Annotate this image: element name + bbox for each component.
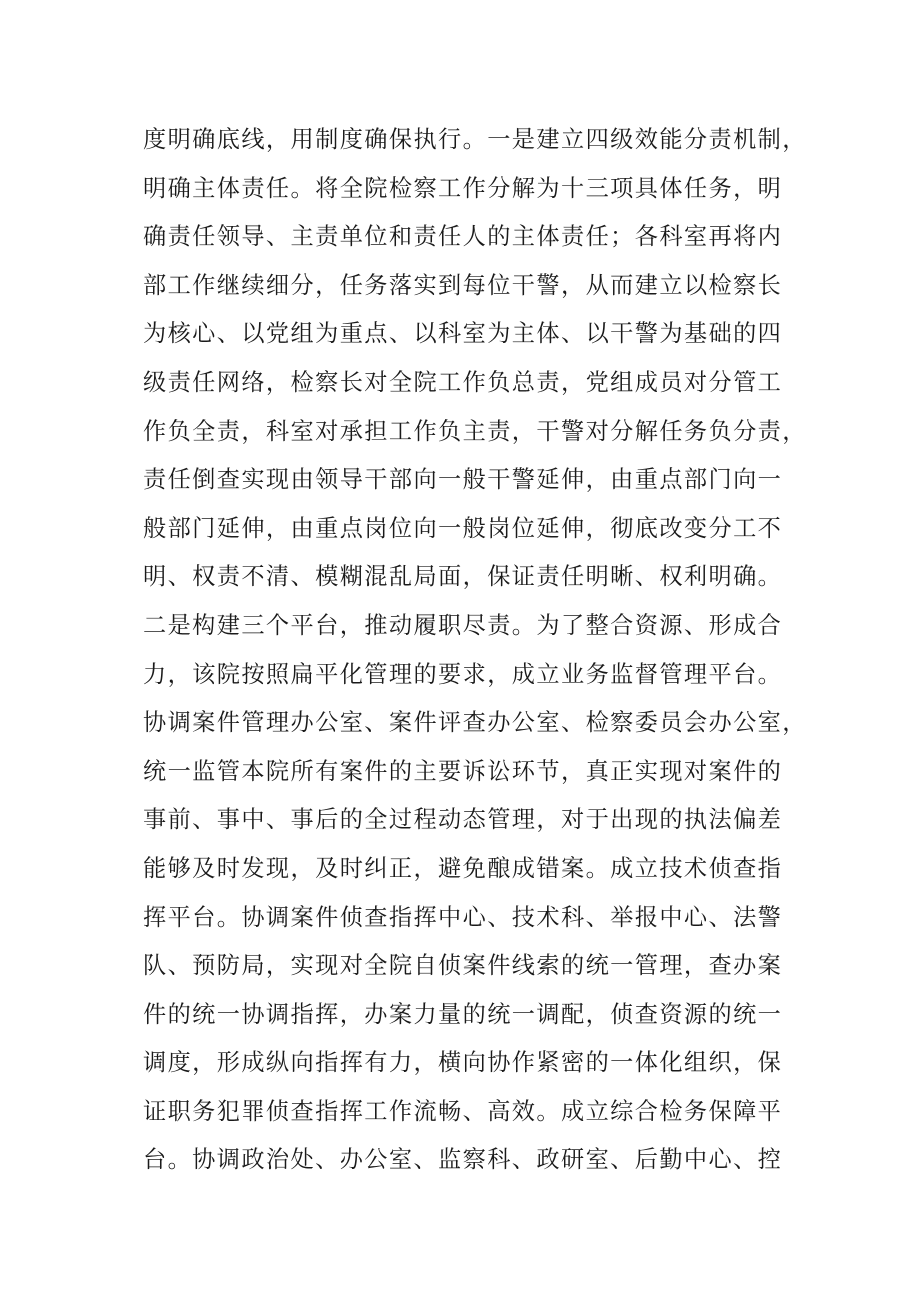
text-line: 调度，形成纵向指挥有力，横向协作紧密的一体化组织，保 — [143, 1049, 783, 1077]
text-line: 作负全责，科室对承担工作负主责，干警对分解任务负分责， — [143, 417, 807, 445]
text-line: 能够及时发现，及时纠正，避免酿成错案。成立技术侦查指 — [143, 854, 783, 882]
text-line: 级责任网络，检察长对全院工作负总责，党组成员对分管工 — [143, 368, 783, 396]
text-line: 台。协调政治处、办公室、监察科、政研室、后勤中心、控 — [143, 1146, 783, 1174]
text-line: 挥平台。协调案件侦查指挥中心、技术科、举报中心、法警 — [143, 903, 783, 931]
text-line: 部工作继续细分，任务落实到每位干警，从而建立以检察长 — [143, 271, 783, 299]
text-line: 明、权责不清、模糊混乱局面，保证责任明晰、权利明确。 — [143, 563, 783, 591]
text-line: 责任倒查实现由领导干部向一般干警延伸，由重点部门向一 — [143, 466, 783, 494]
text-line: 明确主体责任。将全院检察工作分解为十三项具体任务，明 — [143, 174, 783, 202]
text-line: 件的统一协调指挥，办案力量的统一调配，侦查资源的统一 — [143, 1000, 783, 1028]
body-text — [143, 116, 807, 1185]
text-line: 队、预防局，实现对全院自侦案件线索的统一管理，查办案 — [143, 952, 783, 980]
text-line: 协调案件管理办公室、案件评查办公室、检察委员会办公室， — [143, 709, 807, 737]
text-line: 事前、事中、事后的全过程动态管理，对于出现的执法偏差 — [143, 806, 783, 834]
text-line: 二是构建三个平台，推动履职尽责。为了整合资源、形成合 — [143, 611, 783, 639]
text-line: 度明确底线，用制度确保执行。一是建立四级效能分责机制， — [143, 126, 807, 153]
text-line: 确责任领导、主责单位和责任人的主体责任；各科室再将内 — [143, 223, 783, 251]
text-line: 为核心、以党组为重点、以科室为主体、以干警为基础的四 — [143, 320, 783, 348]
text-line: 证职务犯罪侦查指挥工作流畅、高效。成立综合检务保障平 — [143, 1097, 783, 1125]
text-line: 般部门延伸，由重点岗位向一般岗位延伸，彻底改变分工不 — [143, 514, 783, 542]
text-line: 统一监管本院所有案件的主要诉讼环节，真正实现对案件的 — [143, 757, 783, 785]
text-line: 力，该院按照扁平化管理的要求，成立业务监督管理平台。 — [143, 660, 783, 688]
